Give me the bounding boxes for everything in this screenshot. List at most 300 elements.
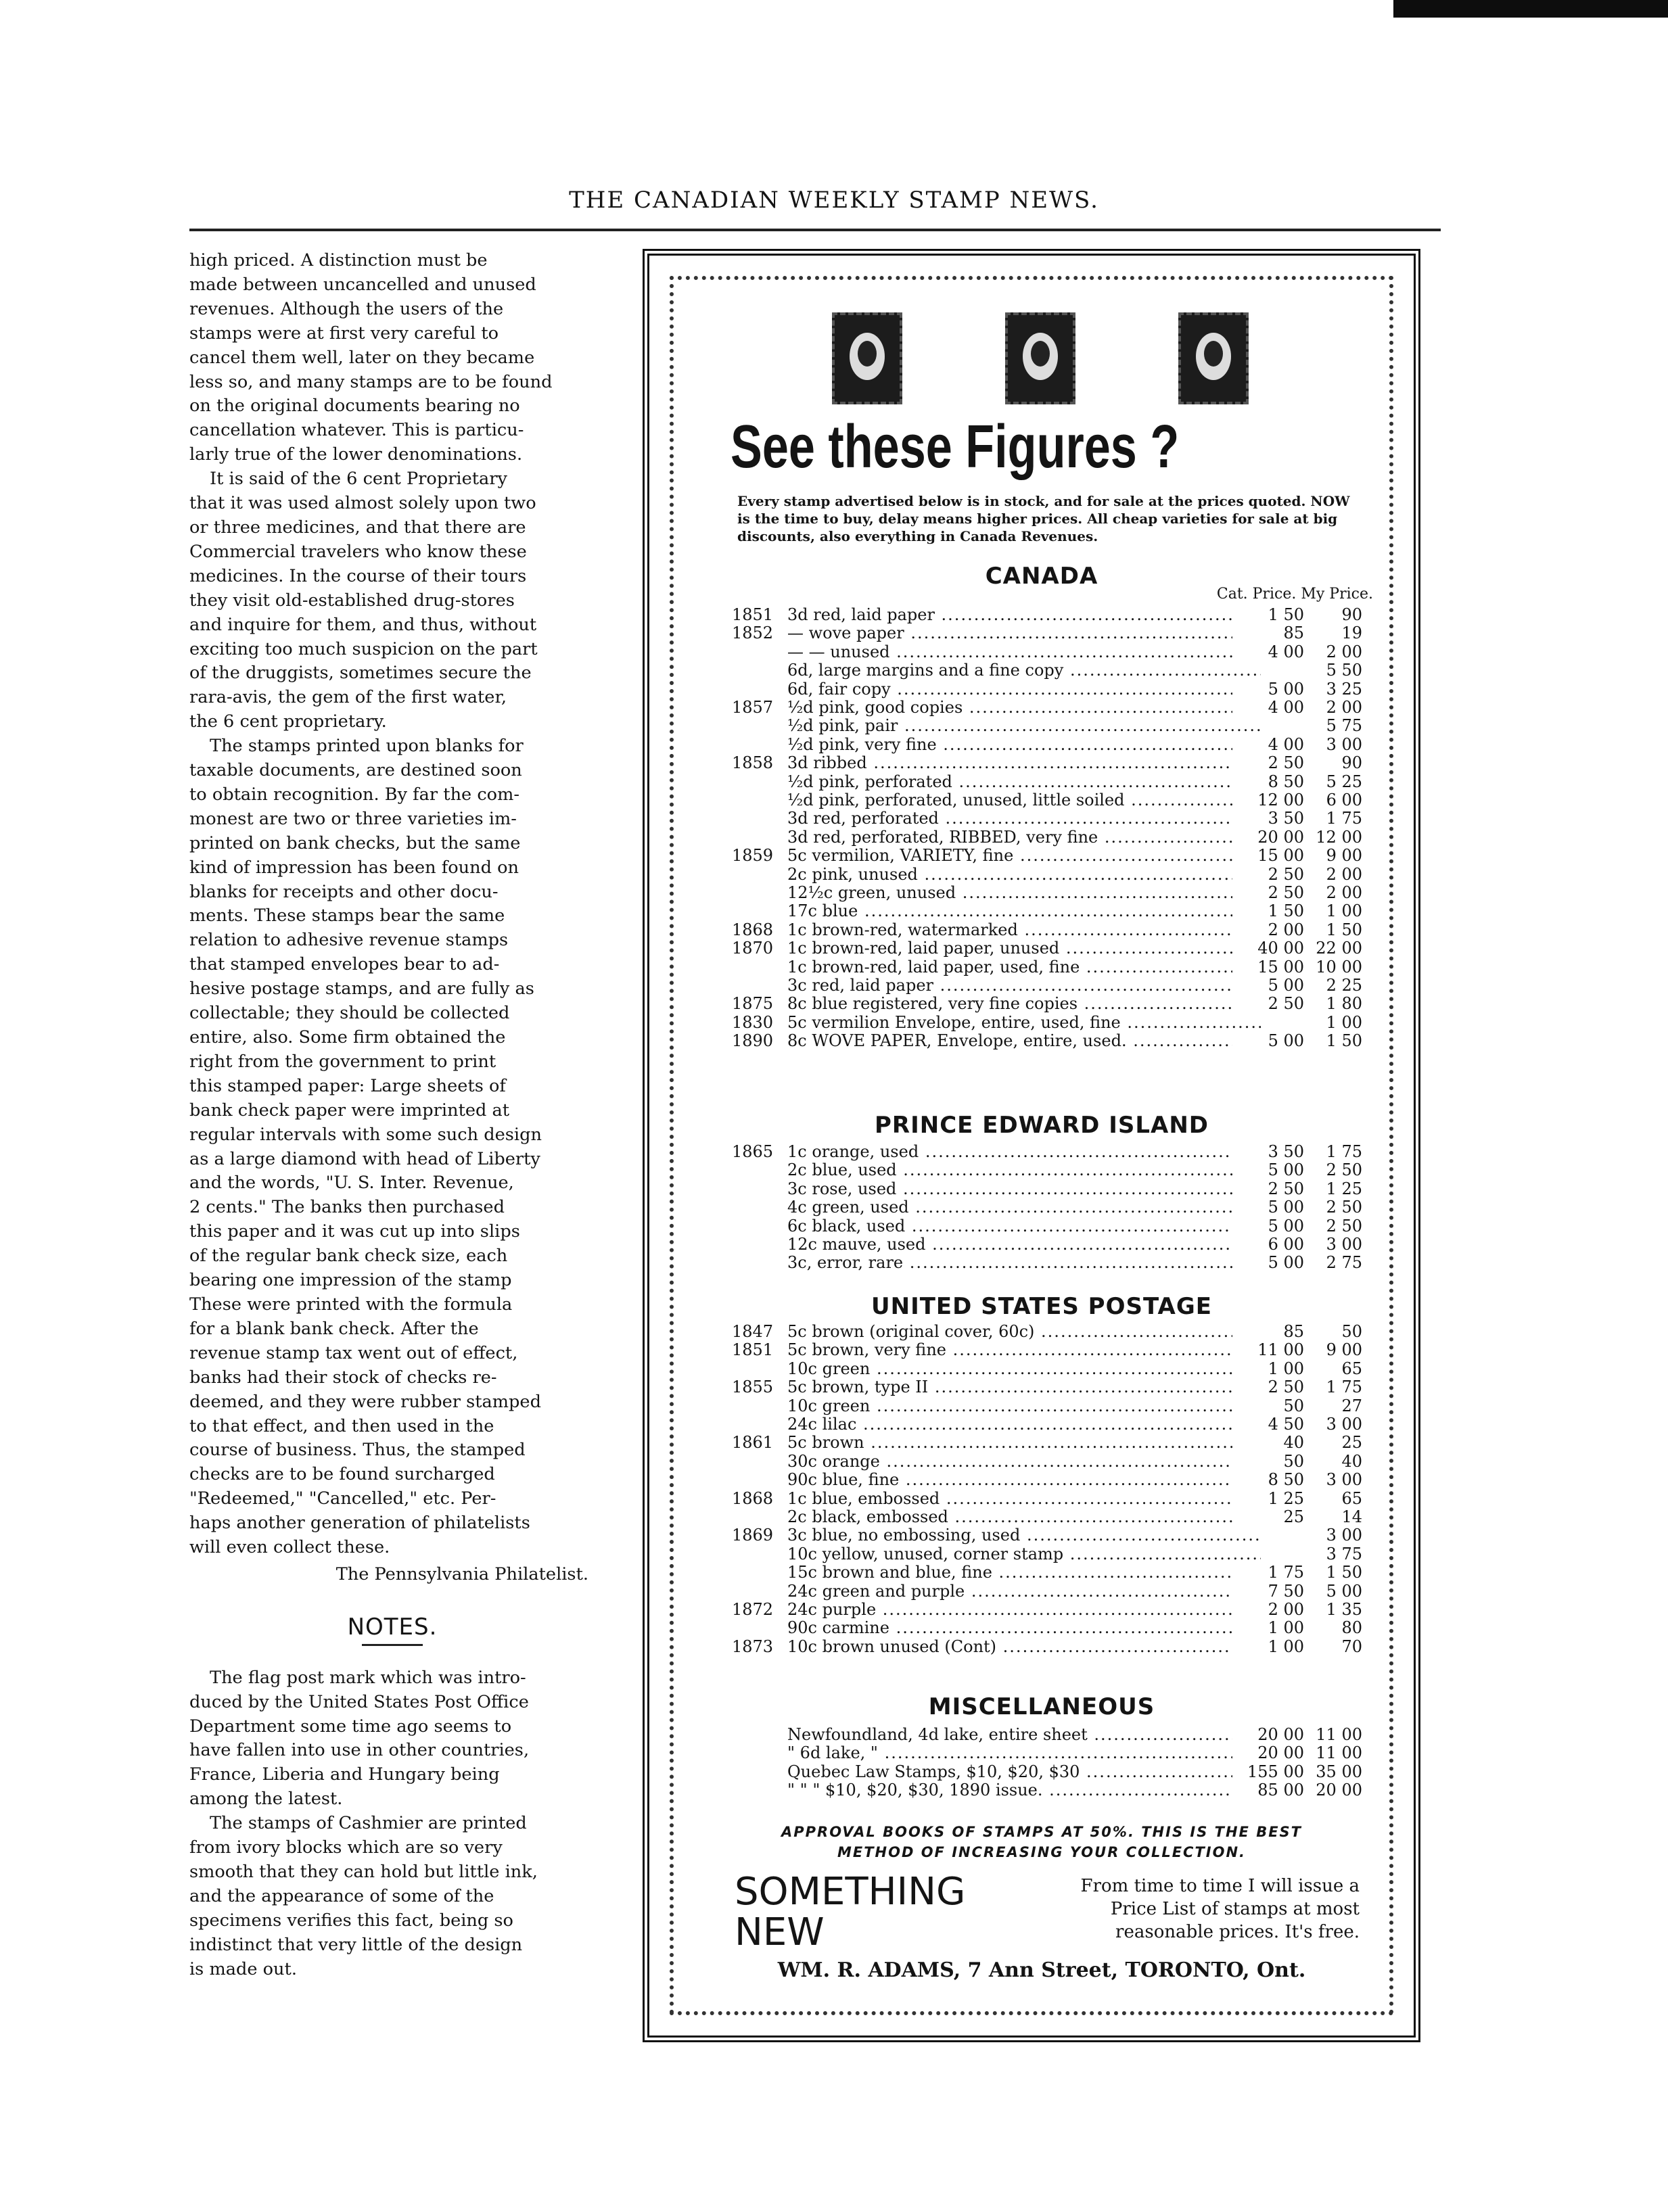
price-row xyxy=(732,1582,1361,1601)
row-my-price: 20 00 xyxy=(1316,1781,1362,1800)
row-catalog-price: 50 xyxy=(1232,1397,1304,1415)
row-my-price: 3 00 xyxy=(1326,1526,1362,1545)
price-row xyxy=(732,1781,1361,1799)
price-row xyxy=(732,1453,1361,1471)
text-line: is made out. xyxy=(189,1958,297,1979)
something-line: NEW xyxy=(735,1910,825,1954)
row-my-price: 9 00 xyxy=(1326,1340,1362,1360)
price-row xyxy=(732,624,1361,642)
price-row xyxy=(732,958,1361,976)
price-row xyxy=(732,809,1361,828)
row-description: ½d pink, perforated ..... xyxy=(787,773,1261,791)
text-line: exciting too much suspicion on the part xyxy=(189,638,538,659)
stamp-image xyxy=(832,312,902,404)
row-catalog-price: 1 50 xyxy=(1232,606,1304,624)
text-line: of the druggists, sometimes secure the xyxy=(189,663,532,684)
row-my-price: 40 xyxy=(1341,1451,1362,1471)
row-my-price: 2 25 xyxy=(1326,976,1362,995)
row-description: ½d pink, perforated, unused, little soiled ..... xyxy=(787,791,1261,809)
row-year: 1830 xyxy=(732,1012,774,1032)
text-line: cancellation whatever. This is particu- xyxy=(189,420,524,441)
price-row xyxy=(732,699,1361,717)
row-year: 1859 xyxy=(732,846,774,866)
row-description: 10c brown unused (Cont) ..... xyxy=(787,1638,1261,1656)
row-year: 1857 xyxy=(732,698,774,717)
dealer-address: WM. R. ADAMS, 7 Ann Street, TORONTO, Ont. xyxy=(777,1958,1306,1982)
price-row xyxy=(732,1434,1361,1452)
section-title-pei: PRINCE EDWARD ISLAND xyxy=(875,1112,1209,1139)
row-catalog-price: 2 50 xyxy=(1232,995,1304,1013)
text-line: "Redeemed," "Cancelled," etc. Per- xyxy=(189,1488,496,1509)
ad-title: See these Figures ? xyxy=(731,413,1180,481)
notes-rule xyxy=(362,1644,423,1646)
row-catalog-price: 85 xyxy=(1232,1323,1304,1341)
row-description: 15c brown and blue, fine ..... xyxy=(787,1563,1261,1582)
approval-notice xyxy=(717,1822,1366,1862)
row-description: 90c blue, fine ..... xyxy=(787,1471,1261,1489)
text-line: and the appearance of some of the xyxy=(189,1885,494,1906)
price-row xyxy=(732,1490,1361,1508)
row-description: 4c green, used ..... xyxy=(787,1198,1261,1217)
text-line: indistinct that very little of the design xyxy=(189,1934,523,1955)
row-year: 1873 xyxy=(732,1637,774,1656)
row-my-price: 19 xyxy=(1341,623,1362,643)
price-row xyxy=(732,1744,1361,1762)
price-row xyxy=(732,847,1361,865)
text-line: on the original documents bearing no xyxy=(189,396,520,417)
row-description: 90c carmine ..... xyxy=(787,1619,1261,1637)
row-catalog-price: 5 00 xyxy=(1232,1032,1304,1050)
row-year: 1847 xyxy=(732,1322,774,1341)
row-catalog-price: 5 00 xyxy=(1232,1198,1304,1217)
row-description: 5c brown, very fine ..... xyxy=(787,1341,1261,1359)
price-row xyxy=(732,1563,1361,1582)
text-line: medicines. In the course of their tours xyxy=(189,565,527,586)
notes-paragraph xyxy=(189,1812,595,1981)
price-row xyxy=(732,1360,1361,1378)
row-catalog-price: 85 xyxy=(1232,624,1304,642)
text-line: right from the government to print xyxy=(189,1051,496,1072)
text-line: deemed, and they were rubber stamped xyxy=(189,1391,541,1412)
row-description: 12c mauve, used ..... xyxy=(787,1236,1261,1254)
article-paragraph xyxy=(189,467,595,734)
article-paragraph xyxy=(189,734,595,1560)
row-description: 2c pink, unused ..... xyxy=(787,866,1261,884)
row-description: 3c blue, no embossing, used ..... xyxy=(787,1526,1261,1545)
row-my-price: 27 xyxy=(1341,1396,1362,1415)
price-row xyxy=(732,1198,1361,1217)
price-row xyxy=(732,643,1361,661)
price-row xyxy=(732,976,1361,995)
row-my-price: 14 xyxy=(1341,1507,1362,1526)
row-year: 1858 xyxy=(732,753,774,773)
row-my-price: 50 xyxy=(1341,1322,1362,1341)
article-paragraph xyxy=(189,249,595,467)
article-signature: The Pennsylvania Philatelist. xyxy=(335,1563,588,1584)
row-catalog-price: 1 00 xyxy=(1232,1360,1304,1378)
row-my-price: 90 xyxy=(1341,605,1362,624)
row-my-price: 1 50 xyxy=(1326,1031,1362,1051)
row-my-price: 2 50 xyxy=(1326,1160,1362,1180)
text-line: The stamps printed upon blanks for xyxy=(210,736,524,757)
price-row xyxy=(732,1471,1361,1489)
row-my-price: 2 00 xyxy=(1326,883,1362,902)
row-description: 2c black, embossed ..... xyxy=(787,1508,1261,1526)
price-row xyxy=(732,791,1361,809)
row-my-price: 90 xyxy=(1341,753,1362,773)
row-description: 10c yellow, unused, corner stamp ..... xyxy=(787,1545,1261,1563)
row-my-price: 35 00 xyxy=(1316,1762,1362,1781)
price-row xyxy=(732,1254,1361,1272)
text-line: have fallen into use in other countries, xyxy=(189,1740,530,1761)
row-description: 1c brown-red, laid paper, unused ..... xyxy=(787,939,1261,958)
row-my-price: 1 25 xyxy=(1326,1179,1362,1198)
price-row xyxy=(732,828,1361,847)
text-line: for a blank bank check. After the xyxy=(189,1318,479,1339)
row-my-price: 3 25 xyxy=(1326,679,1362,699)
row-description: 3d red, perforated ..... xyxy=(787,809,1261,828)
row-my-price: 1 75 xyxy=(1326,1378,1362,1397)
text-line: checks are to be found surcharged xyxy=(189,1464,495,1485)
text-line: collectable; they should be collected xyxy=(189,1003,510,1024)
text-line: haps another generation of philatelists xyxy=(189,1513,530,1534)
price-row xyxy=(732,995,1361,1013)
row-description: 1c brown-red, watermarked ..... xyxy=(787,921,1261,939)
row-my-price: 1 75 xyxy=(1326,1142,1362,1161)
row-catalog-price: 4 50 xyxy=(1232,1415,1304,1434)
row-year: 1870 xyxy=(732,939,774,958)
text-line: rara-avis, the gem of the first water, xyxy=(189,687,507,708)
section-title-us: UNITED STATES POSTAGE xyxy=(871,1293,1212,1320)
row-catalog-price: 12 00 xyxy=(1232,791,1304,809)
row-year: 1890 xyxy=(732,1031,774,1051)
text-line: the 6 cent proprietary. xyxy=(189,711,387,732)
price-row xyxy=(732,921,1361,939)
row-year: 1875 xyxy=(732,994,774,1014)
row-catalog-price: 11 00 xyxy=(1232,1341,1304,1359)
row-description: " 6d lake, " ..... xyxy=(787,1744,1261,1762)
row-my-price: 70 xyxy=(1341,1637,1362,1656)
row-description: 6d, large margins and a fine copy ..... xyxy=(787,661,1261,680)
row-my-price: 1 75 xyxy=(1326,809,1362,828)
text-line: to that effect, and then used in the xyxy=(189,1415,494,1436)
row-description: 3c red, laid paper ..... xyxy=(787,976,1261,995)
text-line: smooth that they can hold but little ink, xyxy=(189,1862,538,1882)
row-year: 1855 xyxy=(732,1378,774,1397)
row-catalog-price: 15 00 xyxy=(1232,958,1304,976)
row-catalog-price: 6 00 xyxy=(1232,1236,1304,1254)
row-catalog-price: 5 00 xyxy=(1232,976,1304,995)
section-title-misc: MISCELLANEOUS xyxy=(928,1693,1155,1720)
row-my-price: 3 00 xyxy=(1326,734,1362,754)
row-year: 1872 xyxy=(732,1600,774,1619)
row-description: Newfoundland, 4d lake, entire sheet ..... xyxy=(787,1726,1261,1744)
row-my-price: 1 50 xyxy=(1326,920,1362,939)
row-catalog-price: 2 00 xyxy=(1232,921,1304,939)
notes-title: NOTES. xyxy=(347,1613,438,1641)
row-my-price: 65 xyxy=(1341,1488,1362,1508)
row-catalog-price: 1 50 xyxy=(1232,902,1304,920)
text-line: they visit old-established drug-stores xyxy=(189,590,515,611)
row-catalog-price: 4 00 xyxy=(1232,699,1304,717)
row-my-price: 11 00 xyxy=(1316,1743,1362,1763)
row-catalog-price: 3 50 xyxy=(1232,809,1304,828)
price-row xyxy=(732,736,1361,754)
price-row xyxy=(732,1180,1361,1198)
text-line: duced by the United States Post Office xyxy=(189,1691,529,1712)
price-row xyxy=(732,717,1361,735)
row-description: 3d red, laid paper ..... xyxy=(787,606,1261,624)
row-my-price: 10 00 xyxy=(1316,957,1362,976)
row-year: 1869 xyxy=(732,1526,774,1545)
row-description: 24c green and purple ..... xyxy=(787,1582,1261,1601)
text-line: this paper and it was cut up into slips xyxy=(189,1221,520,1242)
text-line: that stamped envelopes bear to ad- xyxy=(189,954,500,975)
row-description: 1c orange, used ..... xyxy=(787,1143,1261,1161)
text-line: bank check paper were imprinted at xyxy=(189,1100,510,1121)
row-catalog-price: 4 00 xyxy=(1232,643,1304,661)
price-row xyxy=(732,1726,1361,1744)
row-description: 2c blue, used ..... xyxy=(787,1161,1261,1179)
price-row xyxy=(732,939,1361,958)
price-row xyxy=(732,1638,1361,1656)
row-my-price: 1 80 xyxy=(1326,994,1362,1014)
row-description: 30c orange ..... xyxy=(787,1453,1261,1471)
row-description: — — unused ..... xyxy=(787,643,1261,661)
row-catalog-price: 2 00 xyxy=(1232,1601,1304,1619)
row-description: 3c rose, used ..... xyxy=(787,1180,1261,1198)
row-description: 12½c green, unused ..... xyxy=(787,884,1261,902)
row-my-price: 80 xyxy=(1341,1618,1362,1638)
text-line: These were printed with the formula xyxy=(189,1294,513,1315)
text-line: regular intervals with some such design xyxy=(189,1124,542,1145)
text-line: blanks for receipts and other docu- xyxy=(189,881,499,902)
row-catalog-price: 2 50 xyxy=(1232,866,1304,884)
row-catalog-price: 2 50 xyxy=(1232,754,1304,772)
price-row xyxy=(732,1508,1361,1526)
text-line: course of business. Thus, the stamped xyxy=(189,1440,526,1461)
price-row xyxy=(732,1341,1361,1359)
price-row xyxy=(732,606,1361,624)
row-my-price: 1 35 xyxy=(1326,1600,1362,1619)
text-line: entire, also. Some firm obtained the xyxy=(189,1027,506,1048)
row-catalog-price: 5 00 xyxy=(1232,1217,1304,1236)
text-line: monest are two or three varieties im- xyxy=(189,808,517,829)
row-my-price: 9 00 xyxy=(1326,846,1362,866)
price-row xyxy=(732,884,1361,902)
offer-line: Price List of stamps at most xyxy=(1110,1899,1360,1919)
price-row xyxy=(732,1032,1361,1050)
row-description: 3c, error, rare ..... xyxy=(787,1254,1261,1272)
row-my-price: 2 00 xyxy=(1326,864,1362,884)
row-my-price: 6 00 xyxy=(1326,791,1362,809)
row-my-price: 2 00 xyxy=(1326,642,1362,661)
price-row xyxy=(732,680,1361,699)
text-line: 2 cents." The banks then purchased xyxy=(189,1197,505,1218)
text-line: revenue stamp tax went out of effect, xyxy=(189,1342,518,1363)
row-my-price: 5 00 xyxy=(1326,1581,1362,1601)
row-catalog-price: 4 00 xyxy=(1232,736,1304,754)
row-catalog-price: 8 50 xyxy=(1232,1471,1304,1489)
price-row xyxy=(732,1143,1361,1161)
row-catalog-price: 1 00 xyxy=(1232,1619,1304,1637)
row-description: ½d pink, good copies ..... xyxy=(787,699,1261,717)
text-line: taxable documents, are destined soon xyxy=(189,760,522,781)
price-row xyxy=(732,754,1361,772)
text-line: less so, and many stamps are to be found xyxy=(189,371,553,392)
price-row xyxy=(732,1763,1361,1781)
price-row xyxy=(732,1526,1361,1545)
header-rule xyxy=(189,229,1441,231)
text-line: bearing one impression of the stamp xyxy=(189,1270,512,1291)
price-list-offer xyxy=(1015,1875,1360,1944)
text-line: stamps were at first very careful to xyxy=(189,323,499,344)
text-line: that it was used almost solely upon two xyxy=(189,493,536,514)
text-line: hesive postage stamps, and are fully as xyxy=(189,979,534,999)
offer-line: From time to time I will issue a xyxy=(1080,1876,1360,1896)
section-title-canada: CANADA xyxy=(985,563,1098,590)
row-my-price: 11 00 xyxy=(1316,1725,1362,1744)
row-catalog-price: 1 75 xyxy=(1232,1563,1304,1582)
row-description: 6d, fair copy ..... xyxy=(787,680,1261,699)
top-edge-bar xyxy=(1393,0,1668,18)
row-catalog-price: 85 00 xyxy=(1232,1781,1304,1799)
text-line: revenues. Although the users of the xyxy=(189,298,504,319)
row-description: 24c purple ..... xyxy=(787,1601,1261,1619)
row-catalog-price: 15 00 xyxy=(1232,847,1304,865)
row-description: 1c blue, embossed ..... xyxy=(787,1490,1261,1508)
price-row xyxy=(732,1217,1361,1236)
row-catalog-price: 50 xyxy=(1232,1453,1304,1471)
row-year: 1851 xyxy=(732,605,774,624)
row-catalog-price: 25 xyxy=(1232,1508,1304,1526)
text-line: high priced. A distinction must be xyxy=(189,250,488,270)
row-description: 8c WOVE PAPER, Envelope, entire, used. ..... xyxy=(787,1032,1261,1050)
text-line: to obtain recognition. By far the com- xyxy=(189,784,519,805)
price-row xyxy=(732,773,1361,791)
row-description: 3d ribbed ..... xyxy=(787,754,1261,772)
price-row xyxy=(732,902,1361,920)
row-my-price: 3 75 xyxy=(1326,1544,1362,1563)
row-description: " " " $10, $20, $30, 1890 issue. ..... xyxy=(787,1781,1261,1799)
row-catalog-price: 20 00 xyxy=(1232,828,1304,847)
text-line: banks had their stock of checks re- xyxy=(189,1367,497,1388)
price-row xyxy=(732,1397,1361,1415)
left-column xyxy=(189,249,595,1982)
row-description: 6c black, used ..... xyxy=(787,1217,1261,1236)
price-row xyxy=(732,1161,1361,1179)
row-catalog-price: 20 00 xyxy=(1232,1744,1304,1762)
row-catalog-price: 5 00 xyxy=(1232,680,1304,699)
page-header: THE CANADIAN WEEKLY STAMP NEWS. xyxy=(569,187,1099,214)
row-description: ½d pink, pair ..... xyxy=(787,717,1261,735)
text-line: ments. These stamps bear the same xyxy=(189,905,505,926)
row-my-price: 1 50 xyxy=(1326,1563,1362,1582)
price-row xyxy=(732,661,1361,680)
text-line: larly true of the lower denominations. xyxy=(189,444,523,465)
text-line: and inquire for them, and thus, without xyxy=(189,614,537,635)
row-catalog-price: 5 00 xyxy=(1232,1161,1304,1179)
row-description: 17c blue ..... xyxy=(787,902,1261,920)
price-row xyxy=(732,1415,1361,1434)
offer-line: reasonable prices. It's free. xyxy=(1115,1922,1360,1942)
row-description: 10c green ..... xyxy=(787,1360,1261,1378)
row-my-price: 65 xyxy=(1341,1359,1362,1378)
row-my-price: 5 75 xyxy=(1326,716,1362,736)
row-my-price: 3 00 xyxy=(1326,1235,1362,1254)
row-my-price: 5 50 xyxy=(1326,661,1362,680)
price-row xyxy=(732,1236,1361,1254)
row-description: 5c brown ..... xyxy=(787,1434,1261,1452)
row-description: 5c brown, type II ..... xyxy=(787,1378,1261,1396)
text-line: France, Liberia and Hungary being xyxy=(189,1764,500,1785)
text-line: or three medicines, and that there are xyxy=(189,517,526,538)
text-line: Department some time ago seems to xyxy=(189,1716,512,1737)
row-year: 1868 xyxy=(732,920,774,939)
stamp-image xyxy=(1005,312,1075,404)
stamp-image xyxy=(1178,312,1249,404)
row-catalog-price: 2 50 xyxy=(1232,1180,1304,1198)
text-line: kind of impression has been found on xyxy=(189,857,519,878)
row-catalog-price: 7 50 xyxy=(1232,1582,1304,1601)
something-new-heading xyxy=(735,1872,965,1953)
text-line: Commercial travelers who know these xyxy=(189,541,527,562)
approval-line: APPROVAL BOOKS OF STAMPS AT 50%. THIS IS THE BEST xyxy=(781,1824,1302,1840)
row-my-price: 2 50 xyxy=(1326,1216,1362,1236)
row-my-price: 1 00 xyxy=(1326,901,1362,921)
row-year: 1865 xyxy=(732,1142,774,1161)
text-line: among the latest. xyxy=(189,1789,343,1810)
row-description: 10c green ..... xyxy=(787,1397,1261,1415)
row-year: 1868 xyxy=(732,1488,774,1508)
text-line: of the regular bank check size, each xyxy=(189,1246,508,1267)
text-line: printed on bank checks, but the same xyxy=(189,832,521,853)
text-line: from ivory blocks which are so very xyxy=(189,1837,503,1858)
row-description: 5c vermilion Envelope, entire, used, fine ..... xyxy=(787,1014,1261,1032)
row-catalog-price: 1 25 xyxy=(1232,1490,1304,1508)
approval-line: METHOD OF INCREASING YOUR COLLECTION. xyxy=(837,1844,1247,1860)
notes-paragraph xyxy=(189,1666,595,1812)
something-line: SOMETHING xyxy=(735,1870,966,1914)
price-row xyxy=(732,866,1361,884)
text-line: cancel them well, later on they became xyxy=(189,347,535,368)
row-my-price: 2 75 xyxy=(1326,1253,1362,1273)
row-year: 1852 xyxy=(732,623,774,643)
row-my-price: 1 00 xyxy=(1326,1012,1362,1032)
row-catalog-price: 5 00 xyxy=(1232,1254,1304,1272)
text-line: will even collect these. xyxy=(189,1537,390,1558)
row-description: 1c brown-red, laid paper, used, fine ..... xyxy=(787,958,1261,976)
text-line: made between uncancelled and unused xyxy=(189,274,536,295)
row-catalog-price: 40 00 xyxy=(1232,939,1304,958)
text-line: relation to adhesive revenue stamps xyxy=(189,930,509,951)
text-line: specimens verifies this fact, being so xyxy=(189,1910,513,1931)
row-catalog-price: 1 00 xyxy=(1232,1638,1304,1656)
text-line: as a large diamond with head of Liberty xyxy=(189,1148,540,1169)
text-line: and the words, "U. S. Inter. Revenue, xyxy=(189,1173,514,1194)
row-my-price: 5 25 xyxy=(1326,772,1362,791)
price-row xyxy=(732,1545,1361,1563)
row-year: 1851 xyxy=(732,1340,774,1360)
row-my-price: 2 00 xyxy=(1326,698,1362,717)
price-column-header: Cat. Price. My Price. xyxy=(1216,586,1373,603)
row-catalog-price: 40 xyxy=(1232,1434,1304,1452)
row-catalog-price: 3 50 xyxy=(1232,1143,1304,1161)
row-catalog-price: 2 50 xyxy=(1232,1378,1304,1396)
row-my-price: 3 00 xyxy=(1326,1415,1362,1434)
row-my-price: 3 00 xyxy=(1326,1470,1362,1490)
ad-intro: Every stamp advertised below is in stock, and for sale at the prices quoted. NOW is the time to buy, delay means higher prices. All cheap varieties for sale at big discounts, also everything in Canada Revenues. xyxy=(737,493,1350,544)
